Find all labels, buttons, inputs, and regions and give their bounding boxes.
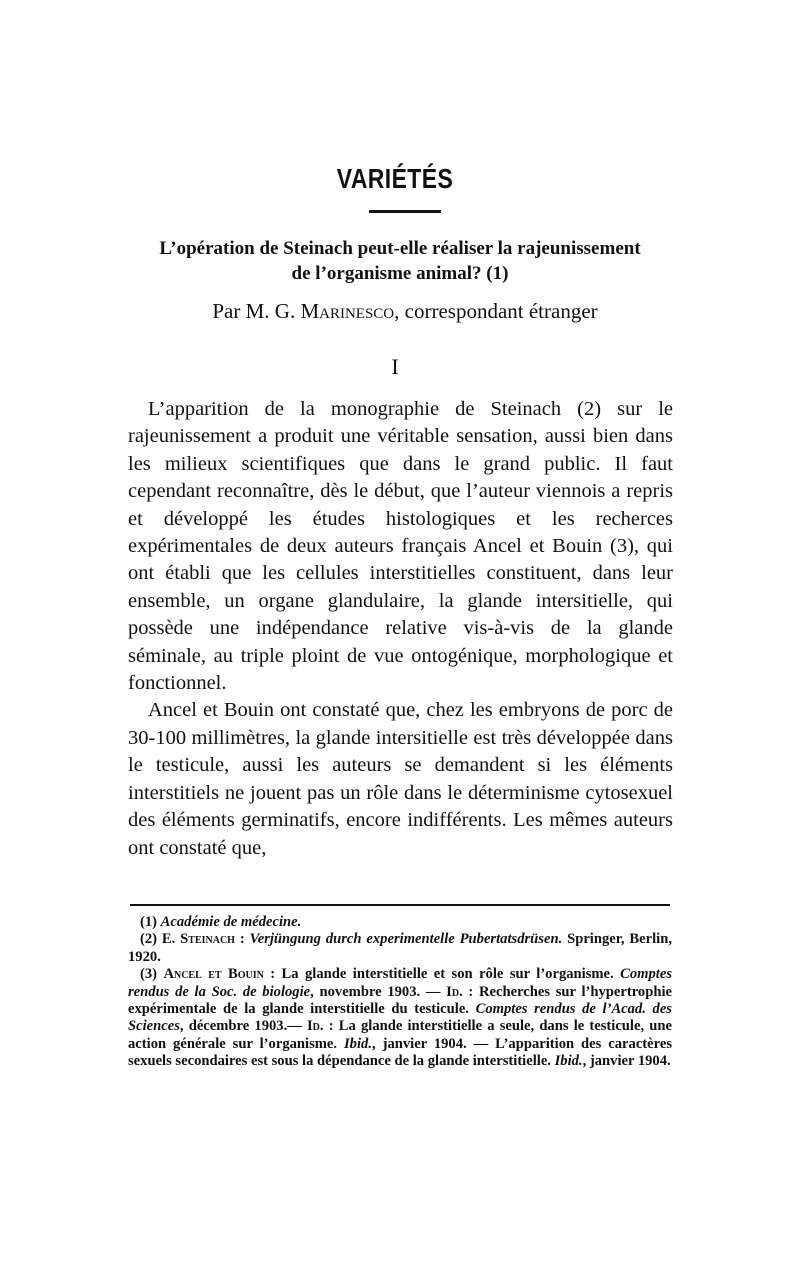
footnote-2-publisher: Springer, Berlin, 1920. <box>128 931 672 965</box>
part-numeral: I <box>391 354 399 379</box>
footnote-3-part-c: : Recherches sur l’hypertrophie expérimentale de la glande interstitielle du testicule. <box>128 983 672 1018</box>
footnote-3-id-1: Id. <box>446 983 463 1000</box>
byline-prefix: Par M. G. <box>212 299 301 323</box>
footnote-3-ibid-2: Ibid. <box>554 1053 583 1070</box>
author-name: Marinesco <box>300 299 395 323</box>
paragraph-2: Ancel et Bouin ont constaté que, chez les embryons de porc de 30-100 millimètres, la glande intersitielle est très développée dans le testicule, aussi les auteurs se demandent si les éléments interstitiels ne jouent pas un rôle dans le déterminisme cytosexuel des éléments germinatifs, encore indifférents. Les mêmes auteurs ont constaté que, <box>128 699 673 859</box>
article-title <box>120 236 680 286</box>
byline-suffix: , correspondant étranger <box>394 299 598 323</box>
article-title-line-2: de l’organisme animal? (1) <box>291 263 509 284</box>
footnote-3-ibid-1: Ibid. <box>344 1035 372 1052</box>
footnote-3-marker: (3) <box>140 966 164 983</box>
footnotes <box>128 914 672 1071</box>
footnote-3-journal-1: Comptes rendus de la Soc. de biologie <box>128 966 672 1000</box>
footnote-2-author: Steinach <box>180 931 235 948</box>
footnote-3-part-f: , janvier 1904. — L’apparition des caractères sexuels secondaires est sous la dépendance de la glande interstitielle. <box>128 1035 673 1070</box>
footnote-3-journal-2: Comptes rendus de l’Acad. des Sciences <box>128 1001 672 1035</box>
footnote-3-author: Ancel et Bouin <box>163 966 264 983</box>
footnote-1-text: Académie de médecine. <box>160 914 302 930</box>
footnote-2-marker: (2) E. <box>140 931 181 948</box>
footnote-2 <box>128 931 672 966</box>
footnote-3 <box>128 966 672 1070</box>
footnote-divider <box>130 904 670 906</box>
footnote-3-id-2: Id. <box>307 1018 324 1035</box>
footnote-3-part-e: : La glande interstitielle a seule, dans le testicule, une action générale sur l’organisme. <box>128 1018 672 1052</box>
footnote-2-title: Verjüngung durch experimentelle Pubertatsdrüsen. <box>249 931 563 948</box>
footnote-1-marker: (1) <box>140 914 161 930</box>
footnote-1 <box>128 914 672 931</box>
footnote-3-part-b: , novembre 1903. — <box>310 983 447 1000</box>
footnote-3-part-d: , décembre 1903.— <box>179 1018 307 1035</box>
article-title-line-1: L’opération de Steinach peut-elle réaliser la rajeunissement <box>159 238 641 259</box>
paragraph-1: L’apparition de la monographie de Steinach (2) sur le rajeunissement a produit une véritable sensation, aussi bien dans les milieux scientifiques que dans le grand public. Il faut cependant reconnaître, dès le début, que l’auteur viennois a repris et développé les études histologiques et les recherces expérimentales de deux auteurs français Ancel et Bouin (3), qui ont établi que les cellules interstitielles constituent, dans leur ensemble, un organe glandulaire, la glande intersitielle, qui possède une indépendance relative vis-à-vis de la glande séminale, au triple ploint de vue ontogénique, morphologique et fonctionnel. <box>128 398 673 695</box>
byline <box>120 297 690 325</box>
footnote-2-sep: : <box>234 931 250 948</box>
footnote-3-part-a: : La glande interstitielle et son rôle sur l’organisme. <box>263 966 621 983</box>
section-title: VARIÉTÉS <box>336 163 454 194</box>
title-divider <box>369 210 441 213</box>
footnote-3-part-g: , janvier 1904. <box>582 1053 671 1070</box>
body-text <box>128 396 673 862</box>
